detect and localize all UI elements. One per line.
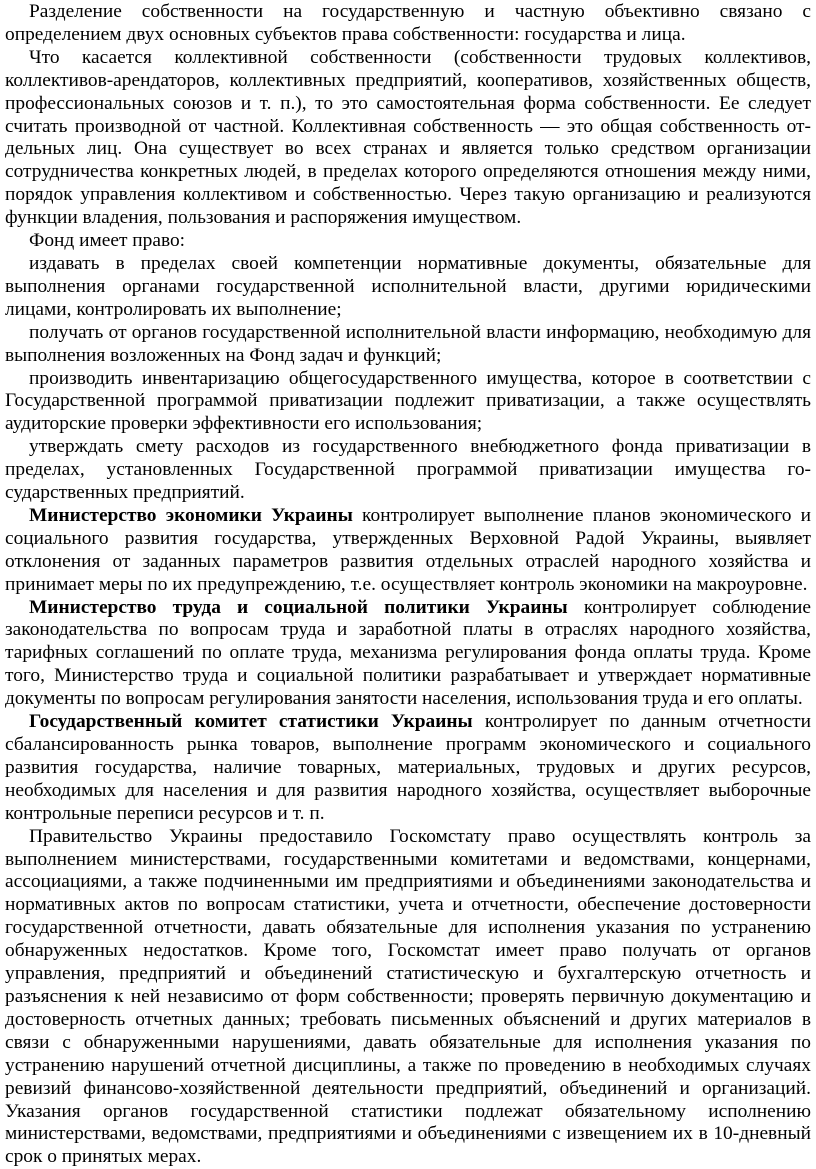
list-item-inventory — [5, 368, 811, 437]
paragraph-text: получать от органов государственной исполнительной власти информацию, необходимую для выполнения возложенных на Фонд задач и функций; — [5, 321, 811, 366]
paragraph-goskomstat-rights — [5, 826, 811, 1169]
paragraph-text: утверждать смету расходов из государственного внебюджетного фонда приватизации в пределах, установленных Государственной программой приватизации имущества государственных предприятий. — [5, 436, 811, 504]
list-item-approve-budget — [5, 436, 811, 505]
paragraph-text: Правительство Украины предоставило Госкомстату право осуществлять контроль за выполнением министерствами, государственными комитетами и ведомствами, концернами, ассоциациями, а также подчиненными им предприятиями и объединениями законодательства и нормативных актов по вопросам статистики, учета и отчетности, обеспечение достоверности государственной отчетности, давать обязательные для исполнения указания по устранению обнаруженных недостатков. Кроме того, Госкомстат имеет право получать от органов управления, предприятий и объединений статистическую и бухгалтерскую отчетность и разъяснения к ней независимо от форм собственности; проверять первичную документацию и достоверность отчетных данных; требовать письменных объяснений и других материалов в связи с обнаруженными нарушениями, давать обязательные для исполнения указания по устранению нарушений отчетной дисциплины, а также по проведению в необходимых случаях ревизий финансово-хозяйственной деятельности предприятий, объединений и организаций. Указания органов государственной статистики подлежат обязательному исполнению министерствами, ведомствами, предприятиями и объединениями с извещением их в 10-дневный срок о принятых мерах. — [5, 825, 811, 1168]
paragraph-ministry-economy — [5, 505, 811, 597]
paragraph-fund-rights-intro — [5, 230, 811, 253]
ministry-labour-heading: Министерство труда и социальной политики Украины — [29, 596, 568, 618]
ministry-economy-heading: Министерство экономики Украины — [29, 504, 353, 526]
paragraph-statistics-committee — [5, 711, 811, 826]
paragraph-property-division — [5, 1, 811, 47]
paragraph-collective-property — [5, 47, 811, 230]
paragraph-text: контролирует соблюдение законодательства по вопросам труда и заработной платы в отраслях народного хозяйства, тарифных соглашений по оплате труда, механизма регулирования фонда оплаты труда. Кроме того, Министерство труда и социальной политики разрабатывает и утверждает нормативные документы по вопросам регулирования занятости населения, использования труда и его оплаты. — [5, 596, 811, 710]
paragraph-text: издавать в пределах своей компетенции нормативные документы, обязательные для выполнения органами государственной исполнительной власти, другими юридическими лицами, контролировать их выполнение; — [5, 252, 811, 320]
paragraph-text: Что касается коллективной собственности (собственности трудовых коллективов, коллективов-арендаторов, коллективных предприятий, кооперативов, хозяйственных обществ, профессиональных союзов и т. п.), то это самостоятельная форма собственности. Ее следует считать производной от частной. Коллективная собственность — это общая собственность отдельных лиц. Она существует во всех странах и является только средством организации сотрудничества конкретных людей, в пределах которого определяются отношения между ними, порядок управления коллективом и собственностью. Через такую организацию и реализуются функции владения, пользования и распоряжения имуществом. — [5, 46, 811, 229]
list-item-issue-documents — [5, 253, 811, 322]
statistics-committee-heading: Государственный комитет статистики Украины — [29, 711, 473, 733]
paragraph-text: контролирует по данным отчетности сбалансированность рынка товаров, выполнение программ экономического и социального развития государства, наличие товарных, материальных, трудовых и других ресурсов, необходимых для населения и для развития народного хозяйства, осуществляет выборочные контрольные переписи ресурсов и т. п. — [5, 711, 811, 824]
paragraph-text: Разделение собственности на государственную и частную объективно связано с определением двух основных субъектов права собственности: государства и лица. — [5, 1, 811, 45]
paragraph-text: производить инвентаризацию общегосударственного имущества, которое в соответствии с Государственной программой приватизации подлежит приватизации, а также осуществлять аудиторские проверки эффективности его использования; — [5, 367, 811, 435]
paragraph-text: Фонд имеет право: — [29, 230, 186, 252]
paragraph-ministry-labour — [5, 597, 811, 712]
list-item-receive-information — [5, 322, 811, 368]
paragraph-text: контролирует выполнение планов экономического и социального развития государства, утвержденных Верховной Радой Украины, выявляет отклонения от заданных параметров развития отдельных отраслей народного хозяйства и принимает меры по их предупреждению, т.е. осуществляет контроль экономики на макроуровне. — [5, 504, 811, 595]
